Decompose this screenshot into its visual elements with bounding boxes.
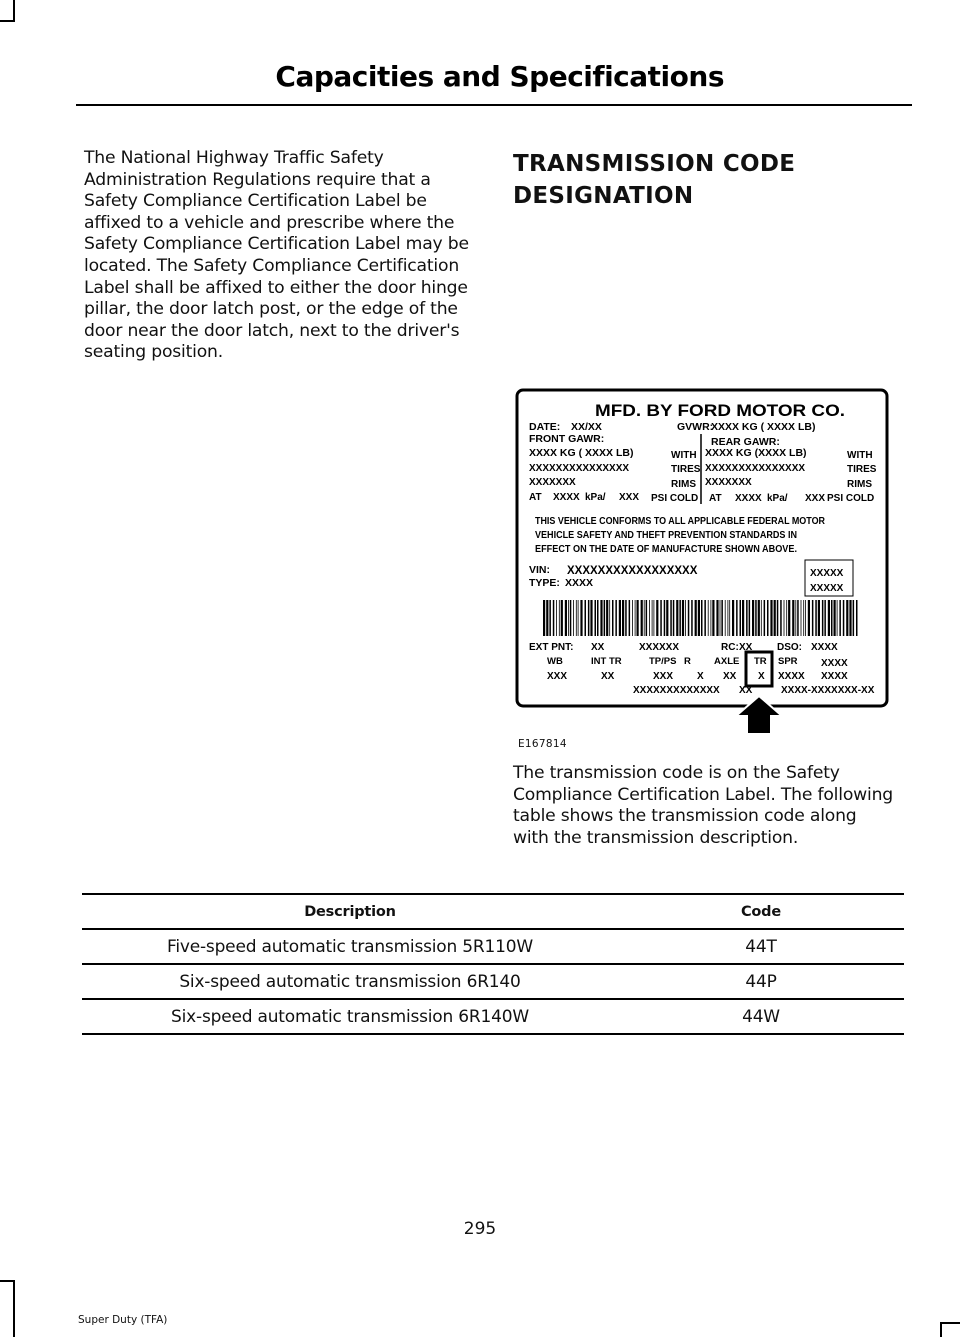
barcode-bar: [553, 600, 555, 636]
barcode-bar: [588, 600, 590, 636]
body-paragraph: The National Highway Traffic Safety Administration Regulations require that a Safety Compliance Certification Label be affixed to a vehicle and prescribe where the Safety Compliance Certification Label may be located. The Safety Compliance Certification Label shall be affixed to either the door hinge pillar, the door latch post, or the edge of the door near the door latch, next to the driver's seating position.: [84, 148, 469, 363]
barcode-bar: [711, 600, 712, 636]
barcode-bar: [856, 600, 858, 636]
barcode-bar: [797, 600, 799, 636]
barcode-bar: [637, 600, 639, 636]
barcode-bar: [632, 600, 633, 636]
barcode-bar: [641, 600, 643, 636]
barcode-bar: [685, 600, 686, 636]
label-date-val: XX/XX: [571, 421, 602, 433]
barcode-bar: [815, 600, 817, 636]
figure-id: E167814: [518, 738, 567, 750]
transmission-code-table: [82, 893, 904, 1035]
label-rear-with: WITH: [847, 450, 873, 461]
label-front-rims: RIMS: [671, 479, 696, 490]
barcode-bar: [576, 600, 577, 636]
label-vin-val: XXXXXXXXXXXXXXXXX: [567, 565, 698, 577]
barcode-bar: [818, 600, 820, 636]
label-int-tr: INT TR: [591, 656, 622, 667]
table-row: [82, 964, 904, 999]
barcode-bar: [822, 600, 824, 636]
label-front-kg: XXXX KG ( XXXX LB): [529, 447, 634, 459]
barcode-bar: [774, 600, 776, 636]
table-row: [82, 929, 904, 964]
barcode-bar: [849, 600, 851, 636]
label-rear-at: AT: [709, 493, 722, 504]
label-r-val: X: [697, 671, 704, 682]
barcode-bar: [597, 600, 599, 636]
section-heading-line-2: DESIGNATION: [513, 183, 694, 209]
label-front-kpa: kPa/: [585, 492, 606, 503]
barcode-bar: [549, 600, 551, 636]
table-header-row: [82, 894, 904, 929]
label-int-val: XX: [601, 671, 615, 682]
barcode-bar: [801, 600, 802, 636]
barcode-bar: [853, 600, 855, 636]
barcode-bar: [580, 600, 582, 636]
barcode-bar: [846, 600, 848, 636]
cell-description: Six-speed automatic transmission 6R140W: [82, 999, 618, 1034]
barcode-bar: [834, 600, 836, 636]
barcode-bar: [612, 600, 614, 636]
label-dso: DSO:: [777, 642, 802, 653]
barcode-bar: [803, 600, 804, 636]
barcode-bar: [570, 600, 572, 636]
barcode-bar: [767, 600, 769, 636]
barcode-bar: [666, 600, 668, 636]
label-rear-psi: PSI COLD: [827, 493, 875, 504]
label-rear-kpa: kPa/: [767, 493, 788, 504]
label-front-psi: PSI COLD: [651, 493, 699, 504]
barcode-bar: [646, 600, 648, 636]
label-ext-pnt: EXT PNT:: [529, 642, 574, 653]
label-rear-xxxx: XXXX: [735, 493, 762, 504]
label-rear-gawr: REAR GAWR:: [711, 436, 780, 448]
barcode-bar: [839, 600, 841, 636]
label-rear-tires: TIRES: [847, 464, 877, 475]
barcode-bar: [682, 600, 684, 636]
barcode-bar: [688, 600, 690, 636]
label-tp-val: XXX: [653, 671, 674, 682]
barcode-bar: [670, 600, 672, 636]
label-bottom-code: XXXX-XXXXXXX-XX: [781, 685, 875, 696]
barcode-bar: [609, 600, 610, 636]
table-row: [82, 999, 904, 1034]
barcode-bar: [824, 600, 826, 636]
label-spr: SPR: [778, 656, 798, 667]
label-front-with: WITH: [671, 450, 697, 461]
barcode-bar: [635, 600, 636, 636]
barcode-bar: [656, 600, 658, 636]
label-front-x7: XXXXXXX: [529, 477, 576, 488]
label-bottom-xx: XX: [739, 685, 753, 696]
barcode-bar: [679, 600, 681, 636]
crop-mark: [0, 20, 14, 22]
label-rc: RC:: [721, 642, 739, 653]
barcode-bar: [720, 600, 721, 636]
label-type-val: XXXX: [565, 577, 594, 589]
label-date-key: DATE:: [529, 421, 561, 433]
label-rc-val: XX: [739, 642, 753, 653]
barcode-bar: [654, 600, 655, 636]
barcode-bar: [543, 600, 545, 636]
label-dso-val: XXXX: [811, 642, 838, 653]
barcode-bar: [780, 600, 782, 636]
barcode-bar: [604, 600, 606, 636]
barcode-bar: [764, 600, 766, 636]
barcode-bar: [619, 600, 621, 636]
footer-title: Super Duty (TFA): [78, 1314, 168, 1326]
barcode-bar: [770, 600, 772, 636]
barcode-bar: [716, 600, 718, 636]
barcode-bar: [578, 600, 579, 636]
label-conform-3: EFFECT ON THE DATE OF MANUFACTURE SHOWN ABOVE.: [535, 544, 798, 555]
crop-mark: [940, 1322, 960, 1324]
barcode-bar: [691, 600, 693, 636]
label-spr-val-3: XXXX: [821, 671, 848, 682]
barcode-bar: [752, 600, 754, 636]
barcode-bar: [721, 600, 723, 636]
label-rear-x15: XXXXXXXXXXXXXXX: [705, 463, 806, 474]
barcode-bar: [615, 600, 617, 636]
barcode-bar: [644, 600, 645, 636]
label-front-xxx: XXX: [619, 492, 640, 503]
barcode-bar: [831, 600, 833, 636]
label-mfd: MFD. BY FORD MOTOR CO.: [595, 401, 845, 420]
barcode-bar: [728, 600, 729, 636]
label-conform-2: VEHICLE SAFETY AND THEFT PREVENTION STANDARDS IN: [535, 530, 797, 541]
barcode-bar: [725, 600, 726, 636]
label-vin-key: VIN:: [529, 564, 550, 576]
label-ext-xx: XX: [591, 642, 605, 653]
barcode-bar: [828, 600, 830, 636]
label-type-key: TYPE:: [529, 577, 560, 589]
label-wb: WB: [547, 656, 563, 667]
page-number: 295: [463, 1219, 497, 1239]
page-title: Capacities and Specifications: [275, 60, 724, 93]
label-spr-val-2: XXXX: [821, 658, 848, 669]
label-bottom-x13: XXXXXXXXXXXXX: [633, 685, 720, 696]
label-front-tires: TIRES: [671, 464, 701, 475]
section-heading-line-1: TRANSMISSION CODE: [513, 151, 796, 177]
barcode-bar: [676, 600, 678, 636]
barcode-bar: [777, 600, 779, 636]
barcode-bar: [729, 600, 730, 636]
label-rear-xxx: XXX: [805, 493, 826, 504]
barcode-bar: [565, 600, 567, 636]
barcode-bar: [837, 600, 838, 636]
barcode-bar: [585, 600, 587, 636]
label-rear-rims: RIMS: [847, 479, 872, 490]
crop-mark: [13, 0, 15, 22]
barcode-bar: [755, 600, 757, 636]
barcode-bar: [556, 600, 557, 636]
barcode-bar: [606, 600, 608, 636]
column-header-description: Description: [82, 894, 618, 929]
label-box-line-2: XXXXX: [810, 583, 844, 594]
crop-mark: [0, 1280, 14, 1282]
label-front-at: AT: [529, 492, 542, 503]
label-rear-kg: XXXX KG (XXXX LB): [705, 447, 807, 459]
label-gvwr-key: GVWR:: [677, 421, 714, 433]
label-front-gawr: FRONT GAWR:: [529, 433, 605, 445]
label-tp-ps: TP/PS: [649, 656, 677, 667]
transmission-note: The transmission code is on the Safety Compliance Certification Label. The following table shows the transmission code along with the transmission description.: [513, 763, 893, 848]
barcode-bar: [660, 600, 662, 636]
barcode-bar: [701, 600, 703, 636]
column-header-code: Code: [618, 894, 904, 929]
barcode-bar: [742, 600, 744, 636]
barcode-bar: [732, 600, 734, 636]
cell-description: Six-speed automatic transmission 6R140: [82, 964, 618, 999]
barcode-bar: [749, 600, 751, 636]
barcode-bar: [784, 600, 785, 636]
barcode-bar: [758, 600, 760, 636]
barcode-bar: [695, 600, 697, 636]
barcode-bar: [649, 600, 650, 636]
barcode-bar: [559, 600, 560, 636]
crop-mark: [13, 1280, 15, 1337]
barcode-bar: [712, 600, 714, 636]
barcode-bar: [652, 600, 653, 636]
barcode-bar: [698, 600, 700, 636]
barcode-bar: [740, 600, 742, 636]
barcode-bar: [708, 600, 709, 636]
label-conform-1: THIS VEHICLE CONFORMS TO ALL APPLICABLE FEDERAL MOTOR: [535, 516, 826, 527]
barcode-bar: [573, 600, 574, 636]
label-gvwr-val: XXXX KG ( XXXX LB): [711, 421, 816, 433]
barcode-bar: [622, 600, 624, 636]
barcode-bar: [812, 600, 814, 636]
barcode-bar: [843, 600, 845, 636]
barcode-bar: [788, 600, 790, 636]
label-spr-val: XXXX: [778, 671, 805, 682]
label-tr-val: X: [758, 671, 765, 682]
barcode-bar: [805, 600, 806, 636]
label-tr: TR: [754, 656, 767, 667]
barcode-bar: [786, 600, 787, 636]
barcode-bar: [625, 600, 627, 636]
barcode-bar: [761, 600, 762, 636]
cell-code: 44T: [618, 929, 904, 964]
cell-code: 44P: [618, 964, 904, 999]
label-front-xxxx: XXXX: [553, 492, 580, 503]
barcode-bar: [595, 600, 597, 636]
label-box-line-1: XXXXX: [810, 568, 844, 579]
barcode-bar: [808, 600, 810, 636]
barcode-bar: [664, 600, 666, 636]
section-heading: [513, 148, 913, 212]
barcode-bar: [568, 600, 569, 636]
barcode-bar: [590, 600, 592, 636]
label-front-x15: XXXXXXXXXXXXXXX: [529, 463, 630, 474]
certification-label-figure: [513, 382, 898, 752]
label-ext-x6: XXXXXX: [639, 642, 680, 653]
label-axle-val: XX: [723, 671, 737, 682]
barcode-bar: [600, 600, 602, 636]
header-divider: [76, 104, 912, 106]
barcode-bar: [546, 600, 548, 636]
label-axle: AXLE: [714, 656, 740, 667]
barcode-bar: [629, 600, 631, 636]
label-rear-x7: XXXXXXX: [705, 477, 752, 488]
label-r: R: [684, 656, 691, 667]
barcode-bar: [673, 600, 675, 636]
cell-code: 44W: [618, 999, 904, 1034]
cell-description: Five-speed automatic transmission 5R110W: [82, 929, 618, 964]
crop-mark: [940, 1322, 942, 1337]
label-wb-val: XXX: [547, 671, 568, 682]
barcode-bar: [704, 600, 706, 636]
barcode-bar: [792, 600, 794, 636]
barcode-bar: [746, 600, 748, 636]
barcode-bar: [561, 600, 563, 636]
barcode-bar: [795, 600, 796, 636]
barcode-bar: [736, 600, 738, 636]
